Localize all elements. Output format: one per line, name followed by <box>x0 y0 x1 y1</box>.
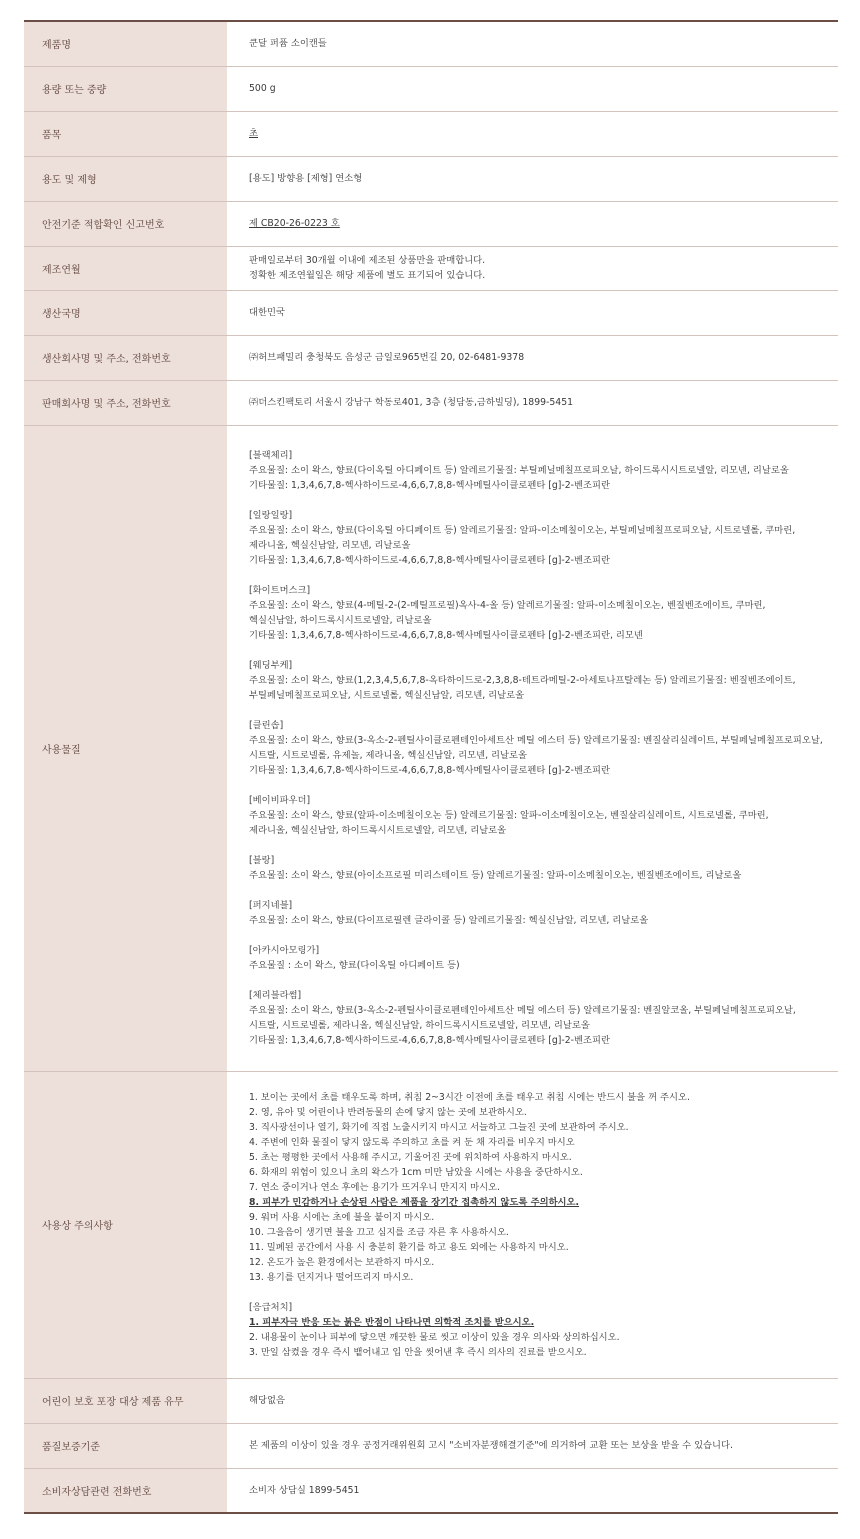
material-group-title: [일랑일랑] <box>249 510 293 521</box>
value-capacity: 500 g <box>227 66 838 111</box>
material-group-line: 주요물질: 소이 왁스, 향료(1,2,3,4,5,6,7,8-옥타하이드로-2,3,8,8-테트라메틸-2-아세토나프탈레논 등) 알레르기물질: 벤질벤조에이트, <box>249 675 796 686</box>
label-origin: 생산국명 <box>24 290 227 335</box>
material-group-line: 기타물질: 1,3,4,6,7,8-헥사하이드로-4,6,6,7,8,8-헥사메틸사이클로펜타 [g]-2-벤조피란 <box>249 480 610 491</box>
product-info-table <box>24 20 838 1514</box>
value-seller: ㈜더스킨팩토리 서울시 강남구 학동로401, 3층 (청담동,금하빌딩), 1899-5451 <box>227 380 838 425</box>
caution-item: 2. 영, 유아 및 어린이나 반려동물의 손에 닿지 않는 곳에 보관하시오. <box>249 1106 527 1118</box>
material-group-line: 기타물질: 1,3,4,6,7,8-헥사하이드로-4,6,6,7,8,8-헥사메틸사이클로펜타 [g]-2-벤조피란 <box>249 765 610 776</box>
value-safety-no: 제 CB20-26-0223 호 <box>249 218 340 229</box>
label-manufacturer: 생산회사명 및 주소, 전화번호 <box>24 335 227 380</box>
material-group-title: [아카시아모링가] <box>249 945 320 956</box>
value-product-name: 쿤달 퍼퓸 소이캔들 <box>227 21 838 66</box>
material-group <box>249 718 838 778</box>
material-group-title: [블랙체리] <box>249 450 293 461</box>
first-aid-item: 3. 만일 삼켰을 경우 즉시 뱉어내고 입 안을 씻어낸 후 즉시 의사의 진료를 받으시오. <box>249 1346 587 1358</box>
material-group <box>249 853 838 883</box>
material-group-line: 부틸페닐메칠프로피오날, 시트로넬롤, 헥실신남알, 리모넨, 리날로올 <box>249 690 525 701</box>
row-mfg-date <box>24 246 838 290</box>
material-group <box>249 448 838 493</box>
material-group-title: [체리블라썸] <box>249 990 302 1001</box>
material-group-line: 주요물질: 소이 왁스, 향료(4-메틸-2-(2-메틸프로필)옥사-4-올 등) 알레르기물질: 알파-이소메칠이오논, 벤질벤조에이트, 쿠마린, <box>249 600 766 611</box>
value-manufacturer: ㈜허브패밀리 충청북도 음성군 금일로965번길 20, 02-6481-9378 <box>227 335 838 380</box>
value-cs-phone: 소비자 상담실 1899-5451 <box>227 1468 838 1513</box>
caution-item: 13. 용기를 던지거나 떨어뜨리지 마시오. <box>249 1271 414 1283</box>
caution-item: 6. 화재의 위험이 있으니 초의 왁스가 1cm 미만 남았을 시에는 사용을 중단하시오. <box>249 1166 583 1178</box>
material-group <box>249 658 838 703</box>
first-aid-item: 2. 내용물이 눈이나 피부에 닿으면 깨끗한 물로 씻고 이상이 있을 경우 의사와 상의하십시오. <box>249 1331 620 1343</box>
material-group-line: 주요물질: 소이 왁스, 향료(다이옥틸 아디페이트 등) 알레르기물질: 알파-이소메칠이오논, 부틸페닐메칠프로피오날, 시트로넬롤, 쿠마린, <box>249 525 796 536</box>
material-group-line: 기타물질: 1,3,4,6,7,8-헥사하이드로-4,6,6,7,8,8-헥사메틸사이클로펜타 [g]-2-벤조피란, 리모넨 <box>249 630 643 641</box>
label-product-name: 제품명 <box>24 21 227 66</box>
material-group-line: 주요물질: 소이 왁스, 향료(아이소프로필 미리스테이트 등) 알레르기물질: 알파-이소메칠이오논, 벤질벤조에이트, 리날로올 <box>249 870 742 881</box>
label-cautions: 사용상 주의사항 <box>24 1071 227 1378</box>
material-group-line: 주요물질: 소이 왁스, 향료(3-옥소-2-펜틸사이클로펜테인아세트산 메틸 에스터 등) 알레르기물질: 벤질살리실레이트, 부틸페닐메칠프로피오날, <box>249 735 823 746</box>
caution-bold-item: 8. 피부가 민감하거나 손상된 사람은 제품을 장기간 접촉하지 않도록 주의하시오. <box>249 1196 580 1208</box>
material-group-line: 주요물질: 소이 왁스, 향료(3-옥소-2-펜틸사이클로펜테인아세트산 메틸 에스터 등) 알레르기물질: 벤질알코올, 부틸페닐메칠프로피오날, <box>249 1005 796 1016</box>
material-group-title: [블랑] <box>249 855 275 866</box>
material-group-line: 주요물질: 소이 왁스, 향료(다이프로필렌 글라이콜 등) 알레르기물질: 헥실신남알, 리모넨, 리날로올 <box>249 915 649 926</box>
row-item <box>24 111 838 156</box>
material-group-line: 헥실신남알, 하이드록시시트로넬알, 리날로올 <box>249 615 432 626</box>
material-group-line: 기타물질: 1,3,4,6,7,8-헥사하이드로-4,6,6,7,8,8-헥사메틸사이클로펜타 [g]-2-벤조피란 <box>249 1035 610 1046</box>
label-seller: 판매회사명 및 주소, 전화번호 <box>24 380 227 425</box>
mfg-date-line-2: 정확한 제조연월일은 해당 제품에 별도 표기되어 있습니다. <box>249 270 486 281</box>
material-group-title: [클린솝] <box>249 720 284 731</box>
material-group <box>249 988 838 1048</box>
label-item: 품목 <box>24 111 227 156</box>
first-aid-title: [응급처치] <box>249 1301 293 1313</box>
material-group <box>249 943 838 973</box>
material-group-line: 시트랄, 시트로넬롤, 제라니올, 헥실신남알, 하이드록시시트로넬알, 리모넨, 리날로올 <box>249 1020 590 1031</box>
row-capacity <box>24 66 838 111</box>
label-usage-type: 용도 및 제형 <box>24 156 227 201</box>
value-origin: 대한민국 <box>227 290 838 335</box>
material-group <box>249 583 838 643</box>
material-group-title: [퍼지네블] <box>249 900 293 911</box>
row-child-pack <box>24 1378 838 1423</box>
first-aid-bold-item: 1. 피부자극 반응 또는 붉은 반점이 나타나면 의학적 조치를 받으시오. <box>249 1316 535 1328</box>
caution-item: 4. 주변에 인화 물질이 닿지 않도록 주의하고 초를 켜 둔 채 자리를 비우지 마시오 <box>249 1136 575 1148</box>
material-group-line: 주요물질: 소이 왁스, 향료(다이옥틸 아디페이트 등) 알레르기물질: 부틸페닐메칠프로피오날, 하이드록시시트로넬알, 리모넨, 리날로올 <box>249 465 789 476</box>
row-seller <box>24 380 838 425</box>
row-materials <box>24 425 838 1071</box>
value-child-pack: 해당없음 <box>227 1378 838 1423</box>
material-group-line: 시트랄, 시트로넬롤, 유제놀, 제라니올, 헥실신남알, 리모넨, 리날로올 <box>249 750 527 761</box>
caution-list-2 <box>249 1210 838 1285</box>
caution-item: 11. 밀폐된 공간에서 사용 시 충분히 환기를 하고 용도 외에는 사용하지 마시오. <box>249 1241 569 1253</box>
row-usage-type <box>24 156 838 201</box>
material-group-line: 제라니올, 헥실신남알, 리모넨, 리날로올 <box>249 540 411 551</box>
value-quality: 본 제품의 이상이 있을 경우 공정거래위원회 고시 "소비자분쟁해결기준"에 의거하여 교환 또는 보상을 받을 수 있습니다. <box>227 1423 838 1468</box>
caution-item: 7. 연소 중이거나 연소 후에는 용기가 뜨거우니 만지지 마시오. <box>249 1181 501 1193</box>
row-origin <box>24 290 838 335</box>
row-cs-phone <box>24 1468 838 1513</box>
row-manufacturer <box>24 335 838 380</box>
row-quality <box>24 1423 838 1468</box>
label-safety-no: 안전기준 적합확인 신고번호 <box>24 201 227 246</box>
value-item: 초 <box>249 128 258 139</box>
material-group <box>249 793 838 838</box>
product-info-table-wrapper <box>24 20 838 1514</box>
caution-item: 12. 온도가 높은 환경에서는 보관하지 마시오. <box>249 1256 435 1268</box>
materials-list <box>227 425 838 1071</box>
mfg-date-line-1: 판매일로부터 30개월 이내에 제조된 상품만을 판매합니다. <box>249 255 486 266</box>
label-mfg-date: 제조연월 <box>24 246 227 290</box>
caution-item: 3. 직사광선이나 열기, 화기에 직접 노출시키지 마시고 서늘하고 그늘진 곳에 보관하여 주시오. <box>249 1121 629 1133</box>
row-product-name <box>24 21 838 66</box>
caution-item: 1. 보이는 곳에서 초를 태우도록 하며, 취침 2~3시간 이전에 초를 태우고 취침 시에는 반드시 불을 꺼 주시오. <box>249 1091 690 1103</box>
row-safety-no <box>24 201 838 246</box>
caution-item: 5. 초는 평평한 곳에서 사용해 주시고, 기울어진 곳에 위치하여 사용하지 마시오. <box>249 1151 572 1163</box>
material-group-line: 주요물질 : 소이 왁스, 향료(다이옥틸 아디페이트 등) <box>249 960 460 971</box>
value-usage-type: [용도] 방향용 [제형] 연소형 <box>227 156 838 201</box>
material-group-title: [베이비파우더] <box>249 795 311 806</box>
material-group-title: [화이트머스크] <box>249 585 311 596</box>
label-materials: 사용물질 <box>24 425 227 1071</box>
label-cs-phone: 소비자상담관련 전화번호 <box>24 1468 227 1513</box>
caution-item: 9. 워머 사용 시에는 초에 불을 붙이지 마시오. <box>249 1211 435 1223</box>
label-quality: 품질보증기준 <box>24 1423 227 1468</box>
material-group-line: 주요물질: 소이 왁스, 향료(알파-이소메칠이오논 등) 알레르기물질: 알파-이소메칠이오논, 벤질살리실레이트, 시트로넬롤, 쿠마린, <box>249 810 769 821</box>
material-group <box>249 508 838 568</box>
label-capacity: 용량 또는 중량 <box>24 66 227 111</box>
row-cautions <box>24 1071 838 1378</box>
caution-item: 10. 그을음이 생기면 불을 끄고 심지를 조금 자른 후 사용하시오. <box>249 1226 509 1238</box>
label-child-pack: 어린이 보호 포장 대상 제품 유무 <box>24 1378 227 1423</box>
caution-list <box>249 1090 838 1195</box>
material-group-title: [웨딩부케] <box>249 660 293 671</box>
material-group-line: 제라니올, 헥실신남알, 하이드록시시트로넬알, 리모넨, 리날로올 <box>249 825 507 836</box>
material-group <box>249 898 838 928</box>
material-group-line: 기타물질: 1,3,4,6,7,8-헥사하이드로-4,6,6,7,8,8-헥사메틸사이클로펜타 [g]-2-벤조피란 <box>249 555 610 566</box>
first-aid-list <box>249 1330 838 1360</box>
